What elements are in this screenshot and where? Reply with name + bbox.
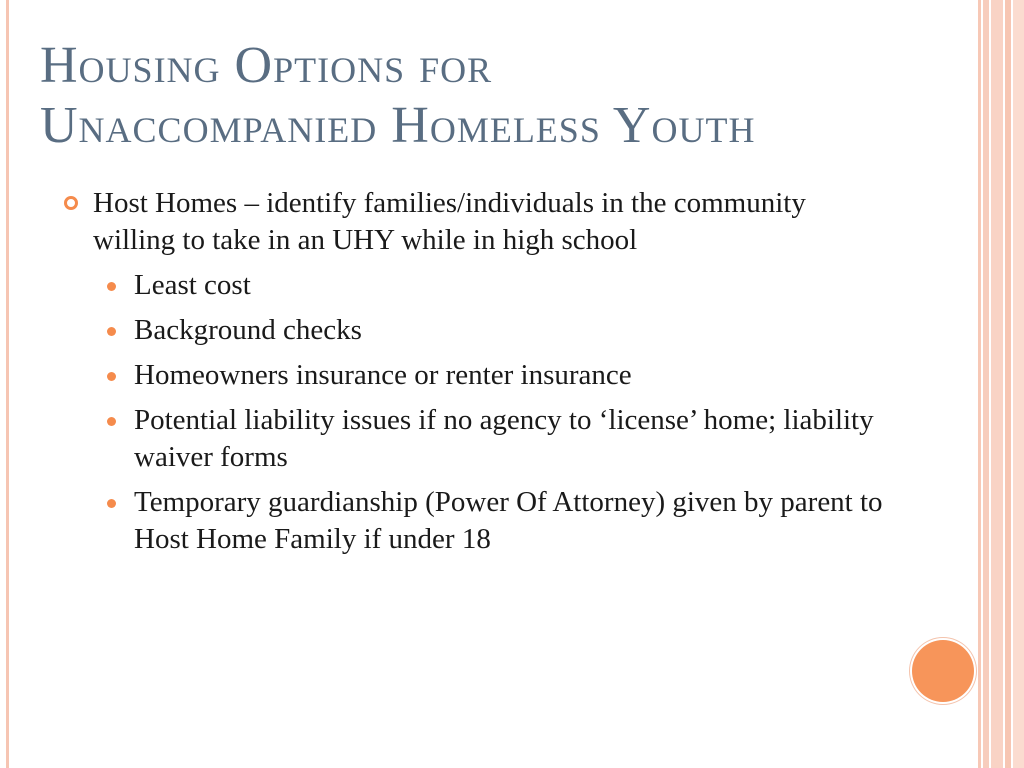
sub-bullet-list [105,267,894,558]
ring-bullet-icon [64,196,78,210]
decorative-stripe [983,0,989,768]
title-line-2: Unaccompanied Homeless Youth [40,97,756,154]
decorative-stripe [1013,0,1024,768]
sub-bullet-text: Background checks [134,314,362,346]
decorative-stripe [978,0,981,768]
decorative-stripe [1005,0,1011,768]
sub-bullet [105,267,894,304]
slide-content [64,185,894,566]
sub-bullet [105,312,894,349]
sub-bullet [105,357,894,394]
left-border-stripe [6,0,9,768]
dot-bullet-icon [107,417,116,426]
slide-title [40,36,970,156]
sub-bullet [105,402,894,476]
dot-bullet-icon [107,282,116,291]
dot-bullet-icon [107,372,116,381]
sub-bullet-text: Homeowners insurance or renter insurance [134,359,632,391]
sub-bullet-text: Potential liability issues if no agency to ‘license’ home; liability waiver forms [134,404,874,473]
main-bullet [64,185,894,259]
main-bullet-text: Host Homes – identify families/individuals in the community willing to take in an UHY while in high school [93,187,806,256]
sub-bullet-text: Temporary guardianship (Power Of Attorney) given by parent to Host Home Family if under 18 [134,486,883,555]
sub-bullet-text: Least cost [134,269,251,301]
decorative-circle [912,640,974,702]
dot-bullet-icon [107,327,116,336]
dot-bullet-icon [107,499,116,508]
sub-bullet [105,484,894,558]
decorative-stripe [991,0,1003,768]
title-line-1: Housing Options for [40,37,493,94]
